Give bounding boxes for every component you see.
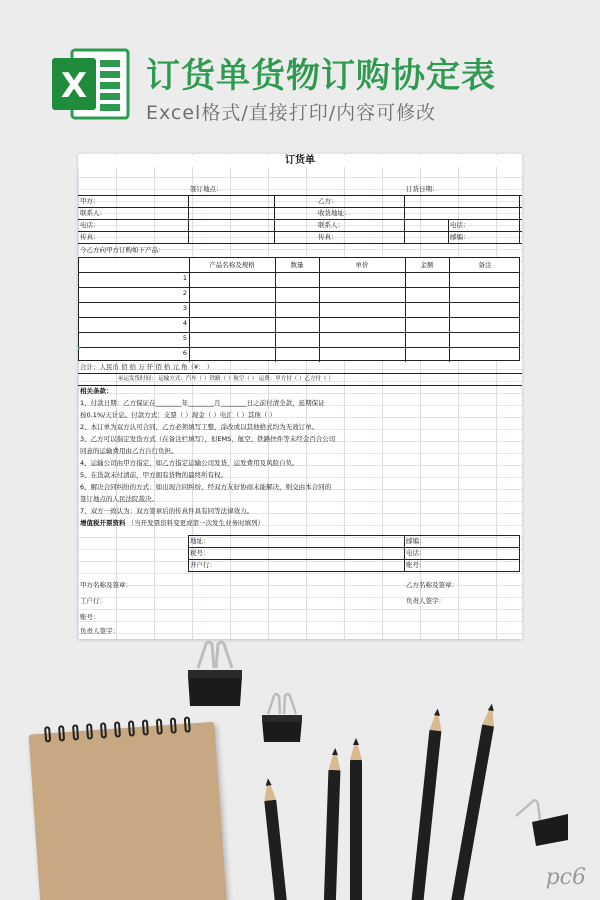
invoice-post-label: 邮编：	[406, 537, 426, 545]
term-line: 按0.1%/天计息。付款方式：支票（ ）现金（ ）电汇（ ）其他（ ）	[80, 411, 276, 419]
invoice-phone-label: 电话：	[406, 549, 426, 557]
watermark: pc6	[545, 865, 586, 890]
transport-text: 承运发货时间： 运输方式：汽车（ ）铁路（ ）航空（ ） 运费：甲方付（ ）乙方付（ ）	[118, 376, 334, 382]
invoice-row-tax	[78, 547, 522, 559]
account-a-label: 账号：	[80, 613, 100, 621]
invoice-title: 增值税开票资料	[80, 519, 126, 527]
excel-icon-letter: X	[60, 66, 88, 106]
th-price: 单价	[355, 261, 369, 269]
row-number-1: 1	[182, 274, 187, 282]
fax-a-label: 传真：	[80, 233, 100, 241]
invoice-tax-label: 税号：	[190, 549, 210, 557]
product-table	[78, 257, 520, 361]
total-text: 合计：人民币 佰 拾 万 仟 佰 拾 元 角（¥： ）	[80, 363, 214, 371]
party-a-label: 甲方：	[80, 197, 100, 205]
terms-title: 相关条款：	[80, 387, 113, 395]
invoice-note: （当开发票资料变更或第一次发生业务时填列）	[127, 519, 265, 527]
term-line: 签订地点的人民法院裁决。	[80, 495, 158, 503]
header	[0, 0, 600, 140]
sheet-row-party	[78, 195, 522, 207]
term-line: 2、本订单为双方认可合同，乙方必须填写工整，涂改或以其他格式均为无效订单。	[80, 423, 319, 431]
sign-row-3	[78, 611, 522, 623]
sign-b-label: 乙方名称及签章：	[406, 581, 458, 589]
term-line: 1、付款日期：乙方保证在________年________月________日之前付清全款，延期保证	[80, 399, 325, 407]
invoice-account-label: 账号：	[406, 561, 426, 569]
order-sheet	[78, 153, 522, 639]
sign-row-2	[78, 595, 522, 607]
contact-b-label: 联系人：	[318, 221, 344, 229]
term-line: 7、双方一致认为：双方签章后的传真件具有同等法律效力。	[80, 507, 254, 515]
sheet-row-phone	[78, 219, 522, 231]
term-line: 5、在货款未付清前，甲方拥有货物的最终所有权。	[80, 471, 228, 479]
sign-row-4	[78, 625, 522, 637]
invoice-row-addr	[78, 535, 522, 547]
leader-a-label: 负责人签字：	[80, 627, 119, 635]
pencil-icon	[324, 770, 341, 900]
terms-section	[80, 385, 520, 529]
invoice-addr-label: 地址：	[190, 537, 210, 545]
page-title: 订货单货物订购协定表	[146, 56, 496, 96]
row-number-4: 4	[182, 319, 187, 327]
phone-b-label: 电话：	[450, 221, 470, 229]
page-subtitle: Excel格式/直接打印/内容可修改	[146, 102, 437, 124]
th-amount: 金额	[420, 261, 434, 269]
total-row	[78, 361, 522, 373]
sign-place-label: 签订地点：	[190, 185, 223, 193]
th-remark: 备注	[478, 261, 492, 269]
pencil-icon	[450, 724, 494, 900]
sign-a-label: 甲方名称及签章：	[80, 581, 132, 589]
row-number-5: 5	[182, 334, 187, 342]
row-number-6: 6	[182, 349, 187, 357]
sheet-row-intro	[78, 244, 522, 256]
sheet-row-sign	[78, 183, 522, 195]
party-b-label: 乙方：	[318, 197, 338, 205]
fax-b-label: 传真：	[318, 233, 338, 241]
term-line: 3、乙方可以指定发货方式（在备注栏填写），但EMS、航空、铁路快件等未经金百合公司	[80, 435, 336, 443]
excel-icon	[50, 46, 130, 122]
contact-a-label: 联系人：	[80, 209, 106, 217]
term-line: 6、解决合同纠纷的方式：如出现合同纠纷，经双方友好协商未能解决，则交由本合同的	[80, 483, 332, 491]
th-product: 产品名称及规格	[209, 261, 255, 269]
row-number-2: 2	[182, 289, 187, 297]
binder-clip-small-icon	[258, 692, 306, 744]
postcode-label: 邮编：	[450, 233, 470, 241]
binder-clip-corner-icon	[510, 796, 570, 848]
row-number-3: 3	[182, 304, 187, 312]
bank-a-label: 工户行：	[80, 597, 106, 605]
order-date-label: 订货日期：	[406, 185, 439, 193]
pencil-icon	[411, 730, 442, 900]
term-line: 4、运输公司由甲方指定，如乙方指定运输公司发货，运发费用及风险自负。	[80, 459, 299, 467]
leader-b-label: 负责人签字：	[406, 597, 445, 605]
sheet-title: 订货单	[78, 155, 522, 167]
th-quantity: 数量	[290, 261, 304, 269]
invoice-row-bank	[78, 559, 522, 571]
phone-a-label: 电话：	[80, 221, 100, 229]
sheet-row-fax	[78, 231, 522, 243]
pencil-icon	[350, 760, 362, 900]
invoice-bank-label: 开户行：	[190, 561, 216, 569]
sign-row-1	[78, 579, 522, 591]
intro-text: 今乙方向甲方订购如下产品：	[80, 246, 165, 254]
delivery-addr-label: 收货地址：	[318, 209, 351, 217]
transport-row	[78, 373, 522, 385]
notebook-prop	[29, 722, 228, 900]
term-line: 同意的运输费用由乙方自行负担。	[80, 447, 178, 455]
pencil-icon	[264, 800, 287, 900]
sheet-row-contact	[78, 207, 522, 219]
binder-clip-icon	[184, 640, 246, 708]
